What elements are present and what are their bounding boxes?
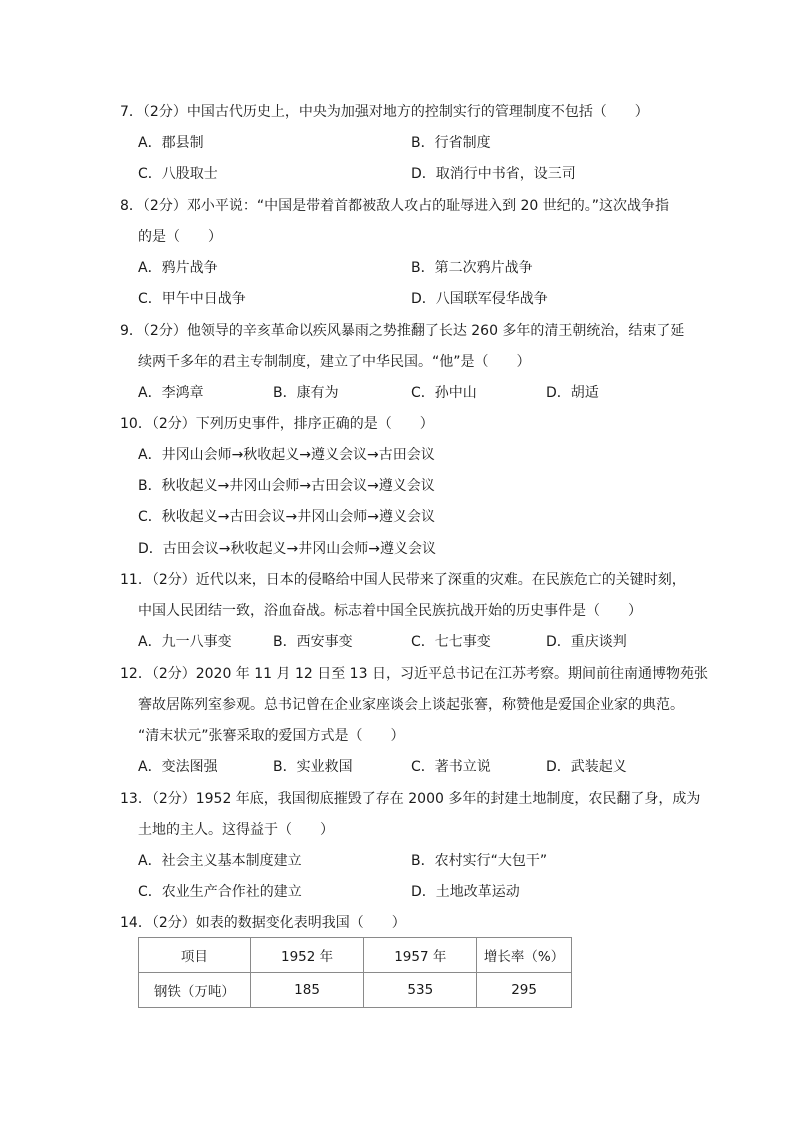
steel-output-table (138, 937, 572, 1008)
table-row (139, 973, 572, 1008)
question-11-option-d: D．重庆谈判 (546, 634, 627, 650)
question-9-line-2: 续两千多年的君主专制制度，建立了中华民国。“他”是（ ） (138, 354, 531, 370)
question-13-option-b: B．农村实行“大包干” (411, 853, 548, 869)
question-12-option-b: B．实业救国 (273, 759, 353, 775)
table-header-cell: 项目 (139, 938, 251, 973)
question-7-option-c: C．八股取士 (138, 166, 218, 182)
table-cell: 钢铁（万吨） (139, 973, 251, 1008)
question-11-line-2: 中国人民团结一致，浴血奋战。标志着中国全民族抗战开始的历史事件是（ ） (138, 603, 642, 619)
question-8-option-a: A．鸦片战争 (138, 260, 218, 276)
question-9-option-b: B．康有为 (273, 385, 339, 401)
table-header-row (139, 938, 572, 973)
table-header-cell: 1952 年 (250, 938, 364, 973)
question-12-line-3: “清末状元”张謇采取的爱国方式是（ ） (138, 728, 405, 744)
question-11-option-b: B．西安事变 (273, 634, 353, 650)
question-10-option-d: D．古田会议→秋收起义→井冈山会师→遵义会议 (138, 541, 436, 557)
question-7-option-a: A．郡县制 (138, 135, 204, 151)
question-8-option-d: D．八国联军侵华战争 (411, 291, 548, 307)
question-8-line-1: 8．（2分）邓小平说：“中国是带着首都被敌人攻占的耻辱进入到 20 世纪的。”这次战争指 (120, 198, 670, 214)
table-cell: 535 (364, 973, 477, 1008)
question-12-line-2: 謇故居陈列室参观。总书记曾在企业家座谈会上谈起张謇，称赞他是爱国企业家的典范。 (138, 697, 684, 713)
question-7-option-b: B．行省制度 (411, 135, 491, 151)
question-10-option-b: B．秋收起义→井冈山会师→古田会议→遵义会议 (138, 478, 435, 494)
question-9-line-1: 9．（2分）他领导的辛亥革命以疾风暴雨之势推翻了长达 260 多年的清王朝统治，结束了延 (120, 323, 685, 339)
table-header-cell: 增长率（%） (477, 938, 572, 973)
question-9-option-a: A．李鸿章 (138, 385, 204, 401)
question-10-option-a: A．井冈山会师→秋收起义→遵义会议→古田会议 (138, 447, 435, 463)
table-header-cell: 1957 年 (364, 938, 477, 973)
question-9-option-d: D．胡适 (546, 385, 599, 401)
question-13-option-c: C．农业生产合作社的建立 (138, 884, 302, 900)
question-8-option-c: C．甲午中日战争 (138, 291, 246, 307)
question-12-option-a: A．变法图强 (138, 759, 218, 775)
question-14-line-1: 14．（2分）如表的数据变化表明我国（ ） (120, 915, 406, 931)
question-13-option-a: A．社会主义基本制度建立 (138, 853, 302, 869)
question-13-line-2: 土地的主人。这得益于（ ） (138, 822, 334, 838)
question-11-option-c: C．七七事变 (411, 634, 491, 650)
question-7-line-1: 7．（2分）中国古代历史上，中央为加强对地方的控制实行的管理制度不包括（ ） (120, 104, 649, 120)
question-10-option-c: C．秋收起义→古田会议→井冈山会师→遵义会议 (138, 509, 435, 525)
question-11-line-1: 11．（2分）近代以来，日本的侵略给中国人民带来了深重的灾难。在民族危亡的关键时刻， (120, 572, 686, 588)
question-13-option-d: D．土地改革运动 (411, 884, 520, 900)
question-9-option-c: C．孙中山 (411, 385, 477, 401)
question-12-option-d: D．武装起义 (546, 759, 627, 775)
question-8-line-2: 的是（ ） (138, 229, 222, 245)
question-12-line-1: 12．（2分）2020 年 11 月 12 日至 13 日，习近平总书记在江苏考察。期间前往南通博物苑张 (120, 666, 708, 682)
table-cell: 295 (477, 973, 572, 1008)
question-10-line-1: 10．（2分）下列历史事件，排序正确的是（ ） (120, 416, 434, 432)
table-cell: 185 (250, 973, 364, 1008)
question-8-option-b: B．第二次鸦片战争 (411, 260, 533, 276)
question-11-option-a: A．九一八事变 (138, 634, 232, 650)
question-12-option-c: C．著书立说 (411, 759, 491, 775)
question-7-option-d: D．取消行中书省，设三司 (411, 166, 576, 182)
question-13-line-1: 13．（2分）1952 年底，我国彻底摧毁了存在 2000 多年的封建土地制度，农民翻了身，成为 (120, 791, 701, 807)
